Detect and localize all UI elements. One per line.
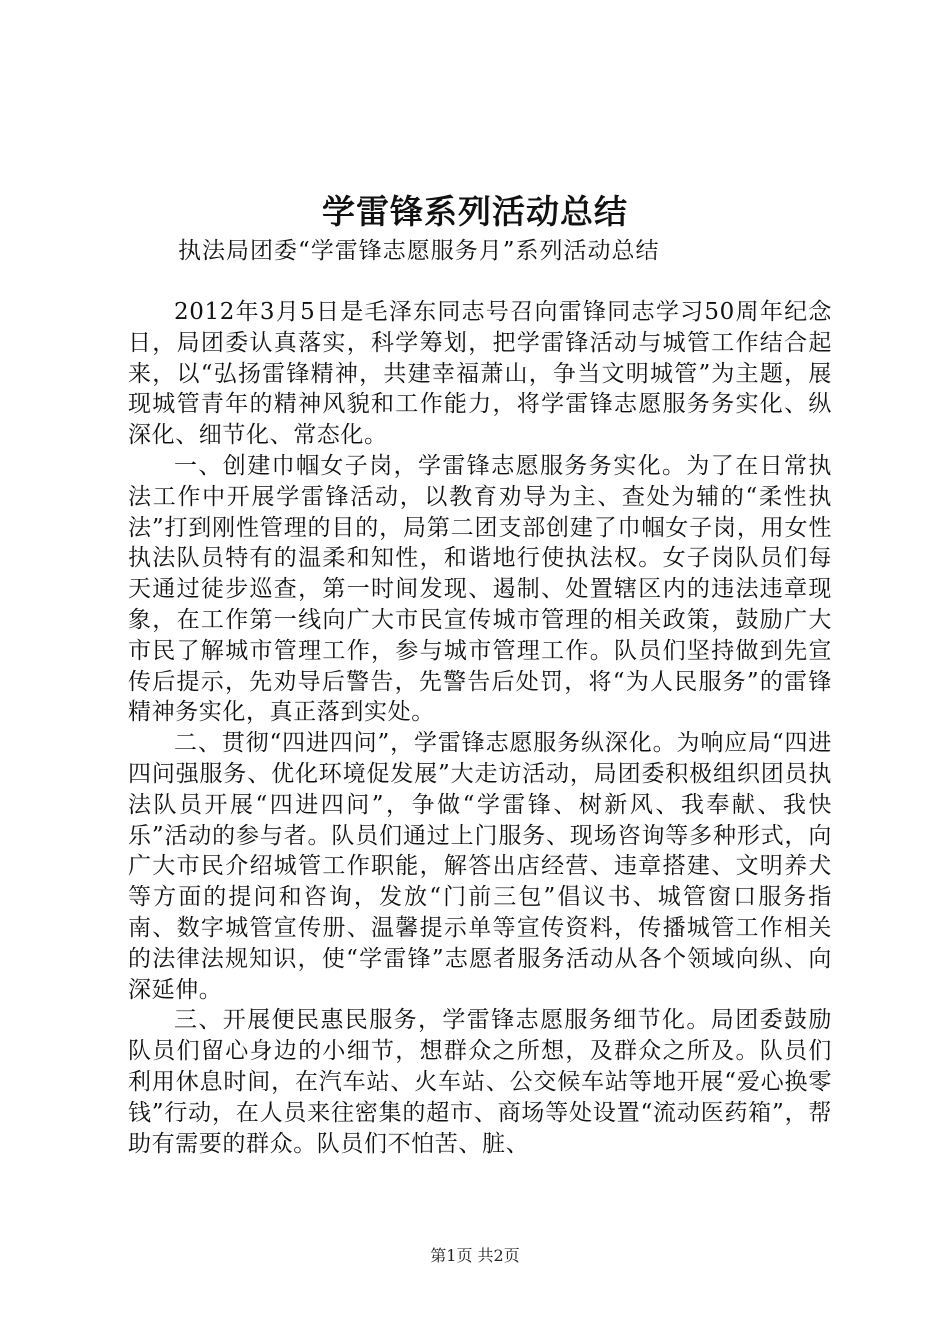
paragraph-section-2: 二、贯彻“四进四问”，学雷锋志愿服务纵深化。为响应局“四进四问强服务、优化环境促发展”大走访活动，局团委积极组织团员执法队员开展“四进四问”，争做“学雷锋、树新风、我奉献、我快乐”活动的参与者。队员们通过上门服务、现场咨询等多种形式，向广大市民介绍城管工作职能，解答出店经营、违章搭建、文明养犬等方面的提问和咨询，发放“门前三包”倡议书、城管窗口服务指南、数字城管宣传册、温馨提示单等宣传资料，传播城管工作相关的法律法规知识，使“学雷锋”志愿者服务活动从各个领域向纵、向深延伸。 — [128, 730, 832, 1003]
page-number-footer: 第1页 共2页 — [430, 1246, 520, 1265]
paragraph-section-1: 一、创建巾帼女子岗，学雷锋志愿服务务实化。为了在日常执法工作中开展学雷锋活动，以教育劝导为主、查处为辅的“柔性执法”打到刚性管理的目的，局第二团支部创建了巾帼女子岗，用女性执法队员特有的温柔和知性，和谐地行使执法权。女子岗队员们每天通过徒步巡查，第一时间发现、遏制、处置辖区内的违法违章现象，在工作第一线向广大市民宣传城市管理的相关政策，鼓励广大市民了解城市管理工作，参与城市管理工作。队员们坚持做到先宣传后提示，先劝导后警告，先警告后处罚，将“为人民服务”的雷锋精神务实化，真正落到实处。 — [128, 452, 832, 726]
paragraph-intro: 2012年3月5日是毛泽东同志号召向雷锋同志学习50周年纪念日，局团委认真落实，科学筹划，把学雷锋活动与城管工作结合起来，以“弘扬雷锋精神，共建幸福萧山，争当文明城管”为主题，展现城管青年的精神风貌和工作能力，将学雷锋志愿服务务实化、纵深化、细节化、常态化。 — [128, 299, 832, 449]
paragraph-section-3: 三、开展便民惠民服务，学雷锋志愿服务细节化。局团委鼓励队员们留心身边的小细节，想群众之所想，及群众之所及。队员们利用休息时间，在汽车站、火车站、公交候车站等地开展“爱心换零钱”行动，在人员来往密集的超市、商场等处设置“流动医药箱”，帮助有需要的群众。队员们不怕苦、脏、 — [128, 1007, 832, 1157]
document-body — [128, 297, 832, 1159]
document-subtitle: 执法局团委“学雷锋志愿服务月”系列活动总结 — [178, 238, 660, 264]
page-title: 学雷锋系列活动总结 — [322, 192, 628, 231]
